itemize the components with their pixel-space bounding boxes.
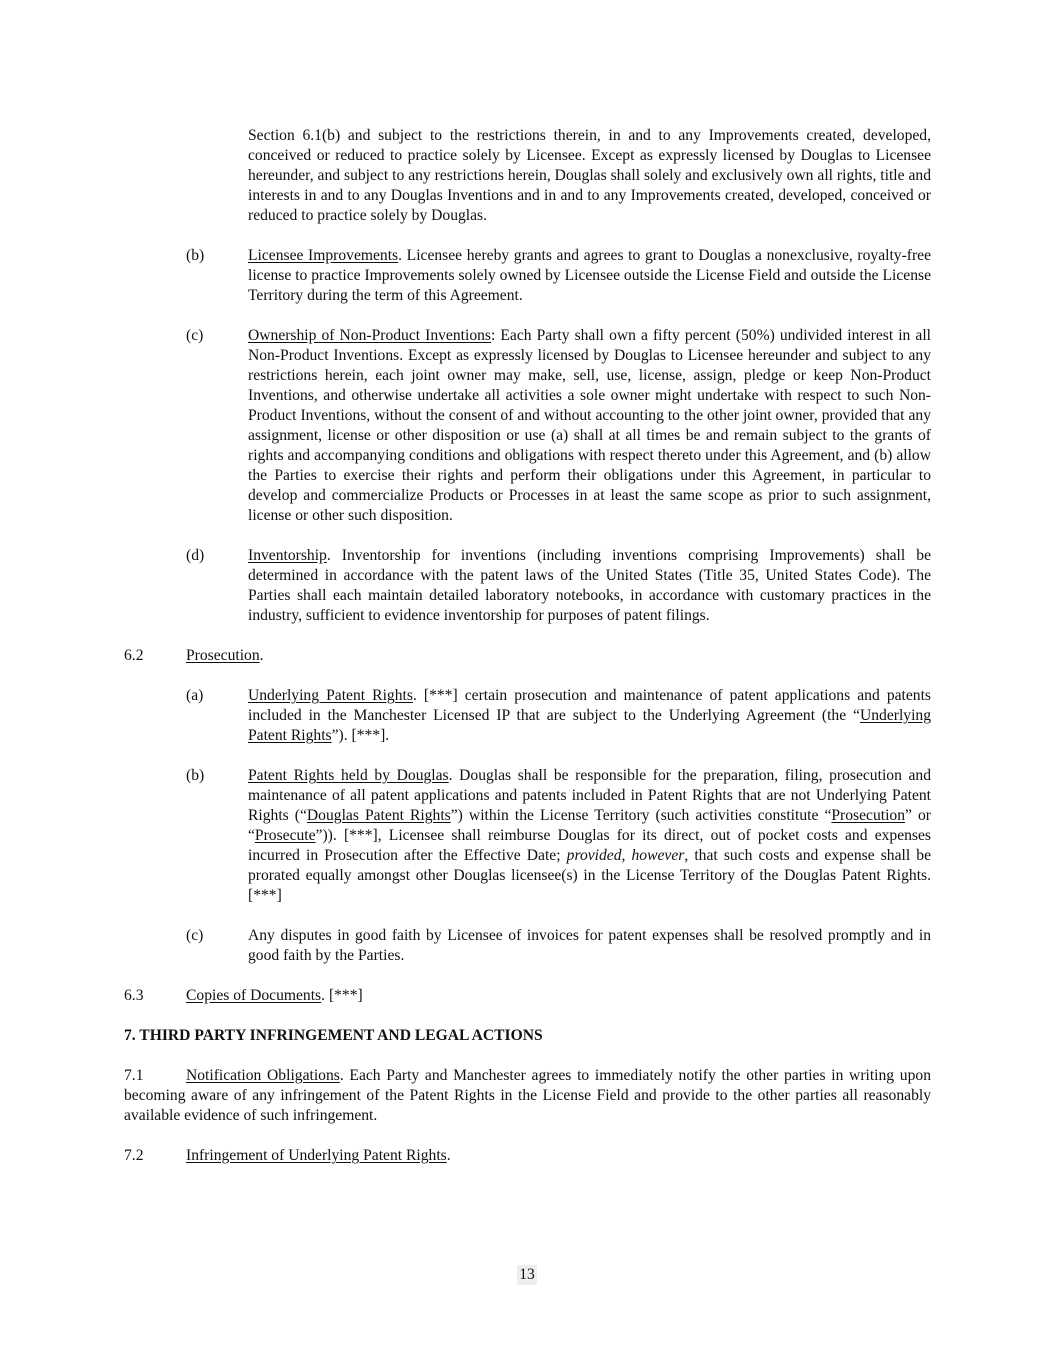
- punct: .: [446, 1147, 451, 1164]
- section-title: Prosecution: [186, 647, 260, 664]
- clause-title: Inventorship: [248, 547, 327, 564]
- paragraph-6-1d: [248, 546, 931, 626]
- section-6-2-heading: [186, 646, 264, 666]
- clause-text: , that such costs and expense shall be prorated equally amongst other Douglas licensee(s) in the License Territory of the Douglas Patent Rights. [***]: [248, 847, 932, 904]
- page-number: 13: [517, 1265, 537, 1285]
- defined-term: Prosecute: [254, 827, 316, 844]
- clause-text: ”)). [***], Licensee shall reimburse Douglas for its direct, out of pocket costs and expenses incurred in Prosecution after the Effective Date;: [248, 827, 931, 864]
- paragraph-6-1c: [248, 326, 931, 526]
- clause-label: (a): [186, 687, 204, 704]
- paragraph-6-2b: [248, 766, 931, 906]
- paragraph-6-2c: Any disputes in good faith by Licensee of invoices for patent expenses shall be resolved promptly and in good faith by the Parties.: [248, 927, 931, 964]
- italic-text: provided, however: [566, 847, 685, 864]
- clause-text: ”). [***].: [331, 727, 390, 744]
- article-7-heading: 7. THIRD PARTY INFRINGEMENT AND LEGAL ACTIONS: [124, 1027, 543, 1044]
- clause-label: (c): [186, 927, 204, 944]
- clause-text: . Inventorship for inventions (including inventions comprising Improvements) shall be determined in accordance with the patent laws of the United States (Title 35, United States Code). The Parties shall each maintain detailed laboratory notebooks, in accordance with customary practices in the industry, sufficient to evidence inventorship for purposes of patent filings.: [248, 547, 931, 624]
- clause-text: . Douglas shall be responsible for the preparation, filing, prosecution and maintenance of all patent applications and patents included in Patent Rights that are not Underlying Patent Rights (“: [248, 767, 932, 824]
- defined-term: Underlying Patent Rights: [248, 707, 931, 744]
- defined-term: Prosecution: [831, 807, 906, 824]
- section-number: 7.2: [124, 1147, 144, 1164]
- section-title: Copies of Documents: [186, 987, 322, 1004]
- section-7-1: [124, 1066, 931, 1126]
- clause-title: Licensee Improvements: [248, 247, 399, 264]
- section-title: Notification Obligations: [186, 1067, 340, 1084]
- clause-label: (b): [186, 247, 205, 264]
- paragraph-6-2a: [248, 686, 931, 746]
- section-number: 6.2: [124, 647, 144, 664]
- section-title: Infringement of Underlying Patent Rights: [186, 1147, 447, 1164]
- clause-text: . [***]: [321, 987, 363, 1004]
- clause-title: Ownership of Non-Product Inventions: [248, 327, 491, 344]
- clause-text: . Each Party and Manchester agrees to immediately notify the other parties in writing upon becoming aware of any infringement of the Patent Rights in the License Field and provide to the other parties all reasonably available evidence of such infringement.: [124, 1067, 931, 1124]
- clause-label: (d): [186, 547, 205, 564]
- clause-text: . Licensee hereby grants and agrees to grant to Douglas a nonexclusive, royalty-free license to practice Improvements solely owned by Licensee outside the License Field and outside the License Territory during the term of this Agreement.: [248, 247, 932, 304]
- section-7-2-heading: [186, 1146, 451, 1166]
- clause-label: (c): [186, 327, 204, 344]
- clause-title: Underlying Patent Rights: [248, 687, 413, 704]
- section-number: 7.1: [124, 1067, 144, 1084]
- clause-label: (b): [186, 767, 205, 784]
- clause-text: ” or “: [248, 807, 931, 844]
- paragraph-6-1b: [248, 246, 931, 306]
- defined-term: Douglas Patent Rights: [306, 807, 451, 824]
- clause-title: Patent Rights held by Douglas: [248, 767, 449, 784]
- paragraph-6-1a-continued: Section 6.1(b) and subject to the restrictions therein, in and to any Improvements created, developed, conceived or reduced to practice solely by Licensee. Except as expressly licensed by Douglas to Licensee hereunder, and subject to any restrictions herein, Douglas shall solely and exclusively own all rights, title and interests in and to any Douglas Inventions and in and to any Improvements created, developed, conceived or reduced to practice solely by Douglas.: [248, 127, 931, 224]
- clause-text: . [***] certain prosecution and maintenance of patent applications and patents included in the Manchester Licensed IP that are subject to the Underlying Agreement (the “: [248, 687, 932, 724]
- section-number: 6.3: [124, 987, 144, 1004]
- section-6-3: [186, 986, 363, 1006]
- clause-text: ”) within the License Territory (such activities constitute “: [450, 807, 832, 824]
- punct: .: [259, 647, 264, 664]
- clause-text: : Each Party shall own a fifty percent (50%) undivided interest in all Non-Product Inventions. Except as expressly licensed by Douglas to Licensee hereunder and subject to any restrictions herein, each joint owner may make, sell, use, license, assign, pledge or keep Non-Product Inventions, and otherwise undertake all activities a sole owner might undertake with respect to such Non-Product Inventions, without the consent of and without accounting to the other joint owner, provided that any assignment, license or other disposition or use (a) shall at all times be and remain subject to the grants of rights and accompanying conditions and obligations with respect thereto under this Agreement, and (b) allow the Parties to exercise their rights and perform their obligations under this Agreement, in particular to develop and commercialize Products or Processes in at least the same scope as prior to such assignment, license or other such disposition.: [248, 327, 931, 524]
